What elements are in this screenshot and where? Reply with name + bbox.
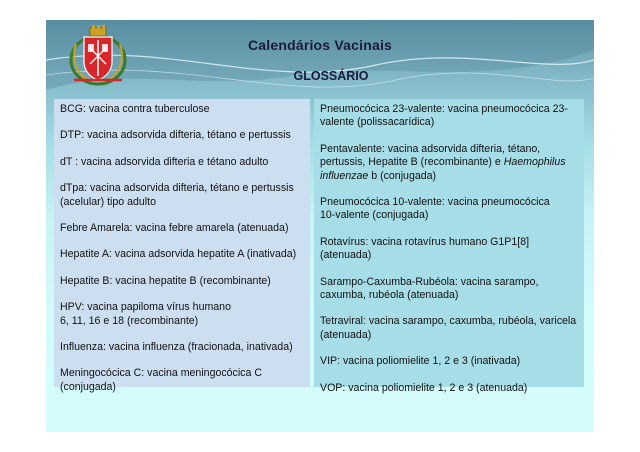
glossary-entry: Pneumocócica 23-valente: vacina pneumocócica 23- valente (polissacarídica) <box>320 103 568 129</box>
glossary-entry: DTP: vacina adsorvida difteria, tétano e pertussis <box>60 129 291 142</box>
glossary-entry: Meningocócica C: vacina meningocócica C (conjugada) <box>60 367 262 393</box>
section-subtitle: GLOSSÁRIO <box>293 69 369 83</box>
glossary-entry: dT : vacina adsorvida difteria e tétano adulto <box>60 155 269 168</box>
glossary-right-column <box>314 99 584 394</box>
glossary-entry: Pneumocócica 10-valente: vacina pneumocócica 10-valente (conjugada) <box>320 196 550 222</box>
slide <box>46 20 594 432</box>
glossary-entry: Hepatite B: vacina hepatite B (recombinante) <box>60 274 271 287</box>
glossary-entry: dTpa: vacina adsorvida difteria, tétano e pertussis (acelular) tipo adulto <box>60 182 294 208</box>
page-title: Calendários Vacinais <box>247 37 393 53</box>
glossary-entry: BCG: vacina contra tuberculose <box>60 103 210 115</box>
glossary-left-column <box>54 99 310 393</box>
glossary-entry: VOP: vacina poliomielite 1, 2 e 3 (atenuada) <box>320 381 528 394</box>
glossary-entry: Rotavírus: vacina rotavírus humano G1P1[8] (atenuada) <box>320 235 530 262</box>
glossary-entry: Febre Amarela: vacina febre amarela (atenuada) <box>60 222 289 235</box>
glossary-entry: Influenza: vacina influenza (fracionada, inativada) <box>60 341 293 354</box>
glossary-entry: HPV: vacina papiloma vírus humano 6, 11, 16 e 18 (recombinante) <box>60 301 231 327</box>
glossary-entry: Hepatite A: vacina adsorvida hepatite A (inativada) <box>60 248 297 261</box>
glossary-entry: Tetraviral: vacina sarampo, caxumba, rubéola, varicela (atenuada) <box>320 315 577 341</box>
glossary-entry: Pentavalente: vacina adsorvida difteria, tétano, pertussis, Hepatite B (recombinante) e Haemophilus influenzae b (conjugada) <box>320 142 566 182</box>
glossary-entry: VIP: vacina poliomielite 1, 2 e 3 (inativada) <box>320 355 521 368</box>
glossary-entry: Sarampo-Caxumba-Rubéola: vacina sarampo, caxumba, rubéola (atenuada) <box>320 275 539 302</box>
